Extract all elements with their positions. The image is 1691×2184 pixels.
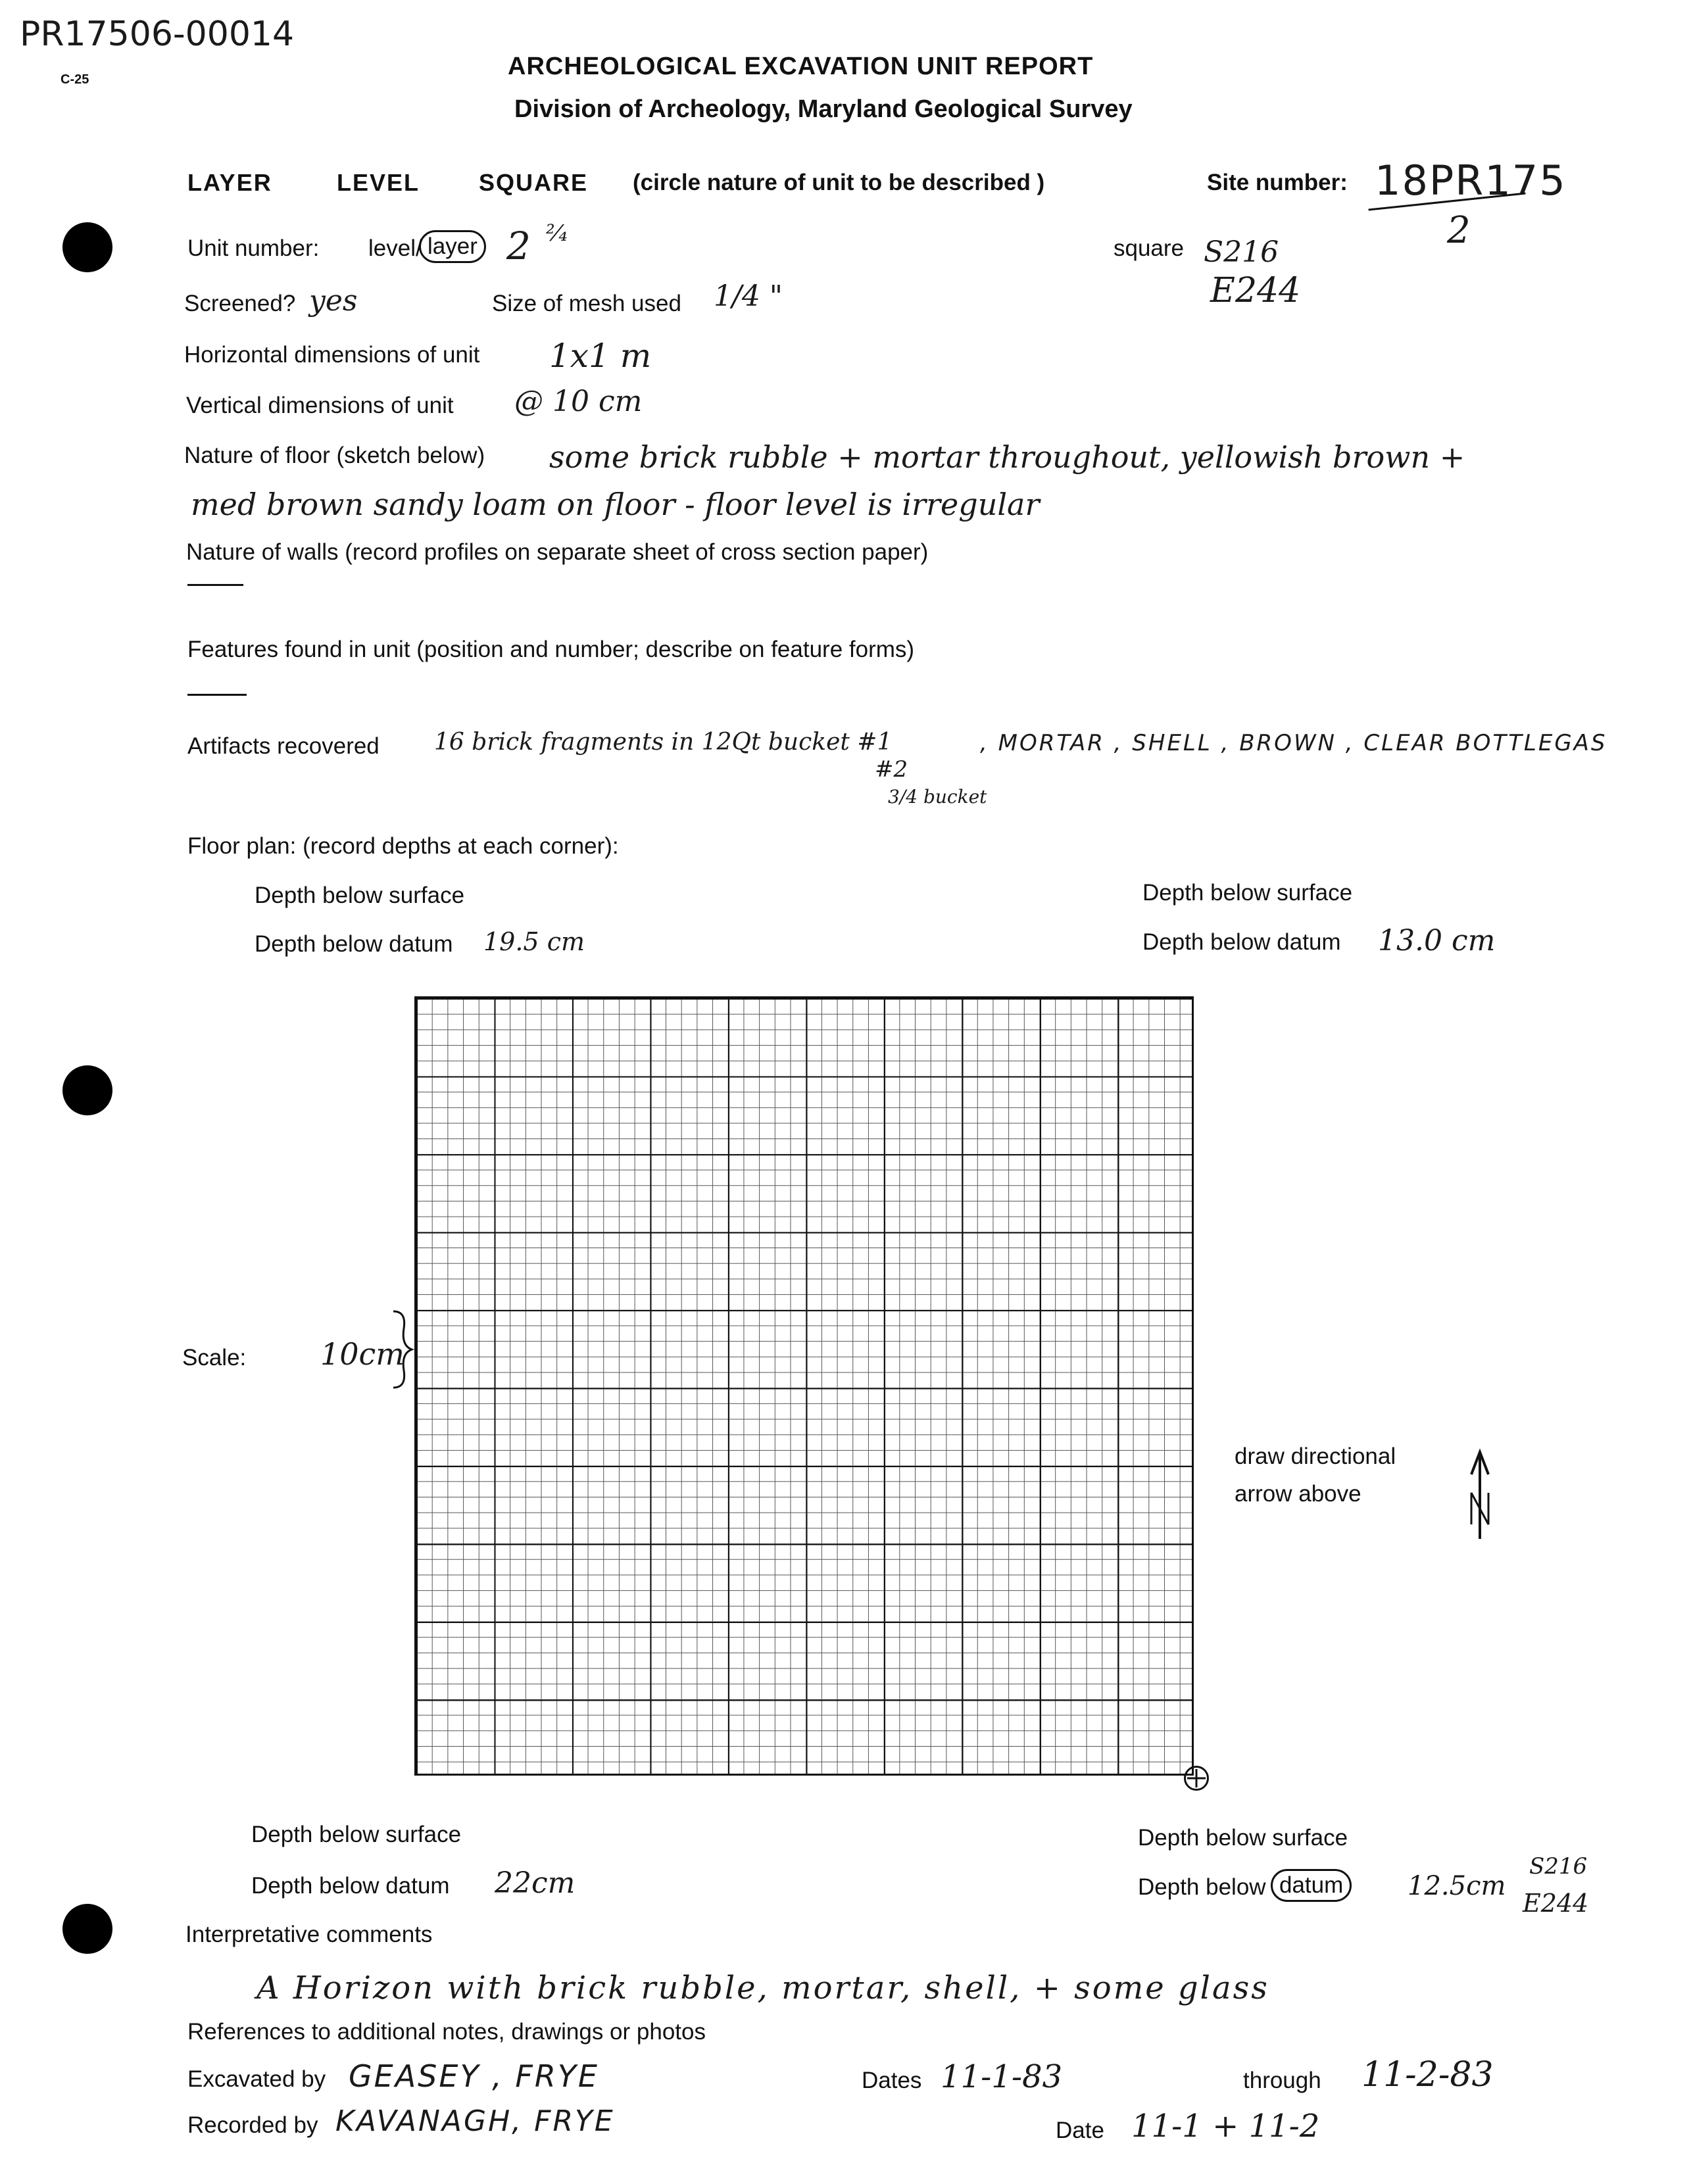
interpretive-comments-value: A Horizon with brick rubble, mortar, shell, + some glass [257, 1970, 1269, 2006]
screened-value: yes [309, 284, 358, 318]
mesh-label: Size of mesh used [492, 291, 681, 316]
square-label: square [1114, 235, 1185, 261]
br-square-line1: S216 [1529, 1853, 1588, 1880]
screened-label: Screened? [184, 291, 296, 316]
artifacts-value-3: #2 [875, 756, 908, 783]
unit-number-option-layer: layer [419, 230, 486, 263]
artifacts-value-1: 16 brick fragments in 12Qt bucket #1 [434, 729, 893, 756]
arrow-instruction-line2: arrow above [1235, 1481, 1361, 1507]
unit-type-square: SQUARE [479, 169, 589, 196]
interpretive-comments-label: Interpretative comments [185, 1922, 433, 1947]
floor-nature-label: Nature of floor (sketch below) [184, 443, 485, 468]
form-code: C-25 [61, 72, 89, 87]
scale-label: Scale: [182, 1345, 247, 1371]
datum-marker-icon [1184, 1766, 1209, 1791]
unit-number-extra: ²⁄₄ [546, 220, 568, 247]
horizontal-dimensions-label: Horizontal dimensions of unit [184, 342, 480, 368]
unit-type-instruction: (circle nature of unit to be described ) [633, 170, 1045, 195]
through-value: 11-2-83 [1361, 2055, 1494, 2095]
scale-brace-icon [388, 1309, 414, 1391]
punch-hole-top [62, 222, 112, 272]
bl-depth-surface-label: Depth below surface [251, 1822, 462, 1847]
site-number-value: 18PR175 [1375, 157, 1567, 205]
vertical-dimensions-value: @ 10 cm [514, 385, 643, 418]
unit-number-option-level: level/ [368, 235, 422, 261]
unit-type-layer: LAYER [187, 169, 272, 196]
unit-type-level: LEVEL [337, 169, 420, 196]
tr-depth-surface-label: Depth below surface [1142, 880, 1353, 906]
report-subtitle: Division of Archeology, Maryland Geological Survey [514, 95, 1133, 123]
floor-nature-line2: med brown sandy loam on floor - floor level is irregular [191, 487, 1040, 522]
recorded-by-value: KAVANAGH, FRYE [335, 2104, 615, 2138]
punch-hole-bottom [62, 1904, 112, 1954]
through-label: through [1243, 2068, 1321, 2093]
features-blank-mark [187, 694, 247, 696]
bl-depth-datum-label: Depth below datum [251, 1873, 450, 1899]
walls-nature-blank-mark [187, 584, 243, 586]
square-value-line1: S216 [1204, 235, 1279, 269]
dates-value: 11-1-83 [941, 2058, 1063, 2095]
arrow-instruction-line1: draw directional [1235, 1444, 1396, 1469]
excavated-by-label: Excavated by [187, 2066, 326, 2092]
scale-value: 10cm [320, 1336, 404, 1372]
horizontal-dimensions-value: 1x1 m [549, 337, 652, 375]
bl-depth-datum-value: 22cm [495, 1866, 576, 1900]
tr-depth-datum-value: 13.0 cm [1378, 924, 1496, 958]
tl-depth-surface-label: Depth below surface [255, 883, 465, 908]
br-depth-datum-value: 12.5cm [1408, 1871, 1506, 1901]
br-square-line2: E244 [1523, 1889, 1589, 1918]
vertical-dimensions-label: Vertical dimensions of unit [186, 393, 454, 418]
square-value-line2: E244 [1210, 271, 1301, 310]
references-label: References to additional notes, drawings or photos [187, 2019, 706, 2045]
date-value: 11-1 + 11-2 [1131, 2108, 1320, 2145]
recorded-by-label: Recorded by [187, 2112, 318, 2138]
features-label: Features found in unit (position and number; describe on feature forms) [187, 637, 915, 662]
floor-plan-grid [414, 996, 1194, 1776]
document-id: PR17506-00014 [20, 14, 295, 54]
br-datum-circled: datum [1271, 1869, 1352, 1902]
unit-number-label: Unit number: [187, 235, 320, 261]
date-label: Date [1056, 2118, 1104, 2143]
artifacts-label: Artifacts recovered [187, 733, 380, 759]
artifacts-value-4: 3/4 bucket [888, 786, 987, 808]
floor-plan-label: Floor plan: (record depths at each corner): [187, 833, 619, 859]
tr-depth-datum-label: Depth below datum [1142, 929, 1341, 955]
br-depth-surface-label: Depth below surface [1138, 1825, 1348, 1851]
unit-number-value: 2 [506, 224, 531, 268]
punch-hole-middle [62, 1065, 112, 1115]
tl-depth-datum-label: Depth below datum [255, 931, 453, 957]
br-depth-datum-label: Depth below [1138, 1874, 1266, 1900]
report-title: ARCHEOLOGICAL EXCAVATION UNIT REPORT [508, 53, 1094, 80]
site-number-label: Site number: [1207, 170, 1348, 195]
artifacts-value-2: , MORTAR , SHELL , BROWN , CLEAR BOTTLEGAS [980, 730, 1607, 756]
tl-depth-datum-value: 19.5 cm [483, 927, 585, 956]
site-number-sub: 2 [1447, 209, 1471, 252]
north-arrow-icon [1463, 1447, 1496, 1545]
excavated-by-value: GEASEY , FRYE [349, 2058, 599, 2094]
mesh-value: 1/4 " [714, 279, 783, 313]
walls-nature-label: Nature of walls (record profiles on separate sheet of cross section paper) [186, 539, 929, 565]
dates-label: Dates [862, 2068, 922, 2093]
floor-nature-line1: some brick rubble + mortar throughout, yellowish brown + [549, 439, 1465, 475]
